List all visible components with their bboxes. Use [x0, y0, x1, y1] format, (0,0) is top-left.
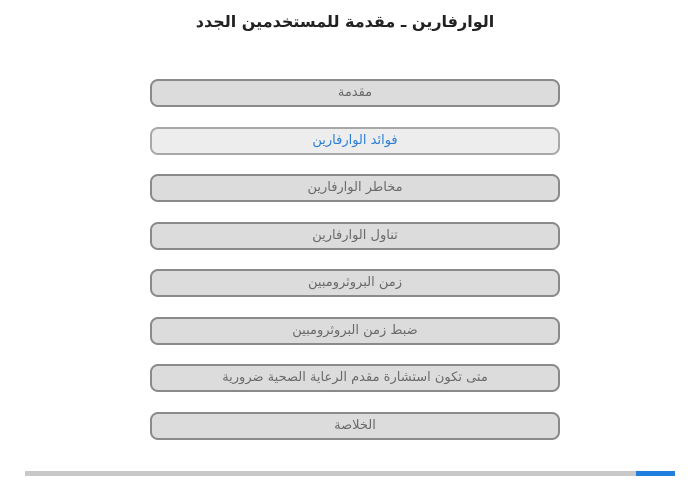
menu-item-when-to-consult-provider[interactable]: متى تكون استشارة مقدم الرعاية الصحية ضرورية: [150, 364, 560, 392]
menu-item-risks[interactable]: مخاطر الوارفارين: [150, 174, 560, 202]
page-title: الوارفارين ـ مقدمة للمستخدمين الجدد: [195, 12, 495, 31]
menu-item-prothrombin-time[interactable]: زمن البروثرومبين: [150, 269, 560, 297]
menu-item-introduction[interactable]: مقدمة: [150, 79, 560, 107]
menu-item-benefits[interactable]: فوائد الوارفارين: [150, 127, 560, 155]
menu-item-taking-warfarin[interactable]: تناول الوارفارين: [150, 222, 560, 250]
menu-item-summary[interactable]: الخلاصة: [150, 412, 560, 440]
progress-bar-fill: [636, 471, 675, 476]
topic-menu: [150, 79, 560, 459]
menu-item-adjusting-prothrombin-time[interactable]: ضبط زمن البروثرومبين: [150, 317, 560, 345]
progress-bar: [25, 471, 675, 476]
